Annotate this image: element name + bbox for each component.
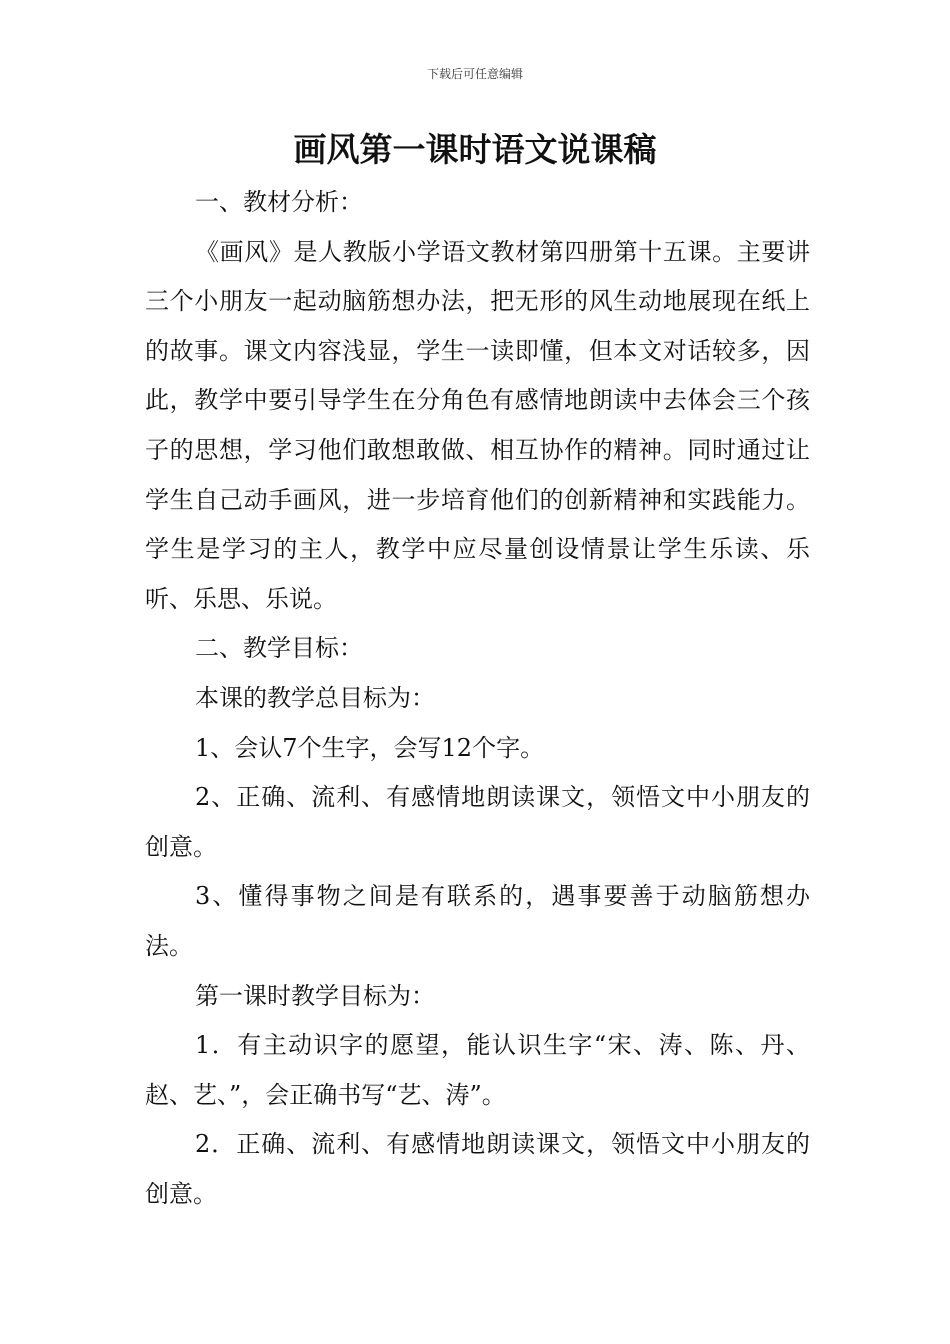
header-note: 下载后可任意编辑 (426, 67, 523, 81)
list-item-first-lesson-goal-1: 1．有主动识字的愿望，能认识生字“宋、涛、陈、丹、赵、艺、”，会正确书写“艺、涛”。 (145, 1031, 810, 1109)
paragraph-overall-goals-intro: 本课的教学总目标为： (195, 683, 435, 712)
list-item-first-lesson-goal-2: 2．正确、流利、有感情地朗读课文，领悟文中小朋友的创意。 (145, 1130, 810, 1208)
list-item-goal-3: 3、懂得事物之间是有联系的，遇事要善于动脑筋想办法。 (145, 882, 810, 960)
document-body (145, 178, 810, 1219)
paragraph-first-lesson-goals-intro: 第一课时教学目标为： (195, 981, 435, 1010)
section-heading-teaching-goals: 二、教学目标： (195, 634, 363, 663)
list-item-goal-2: 2、正确、流利、有感情地朗读课文，领悟文中小朋友的创意。 (145, 783, 810, 861)
paragraph-textbook-analysis: 《画风》是人教版小学语文教材第四册第十五课。主要讲三个小朋友一起动脑筋想办法，把无形的风生动地展现在纸上的故事。课文内容浅显，学生一读即懂，但本文对话较多，因此，教学中要引导学生在分角色有感情地朗读中去体会三个孩子的思想，学习他们敢想敢做、相互协作的精神。同时通过让学生自己动手画风，进一步培育他们的创新精神和实践能力。学生是学习的主人，教学中应尽量创设情景让学生乐读、乐听、乐思、乐说。 (145, 237, 810, 613)
document-title: 画风第一课时语文说课稿 (293, 130, 657, 169)
section-heading-textbook-analysis: 一、教材分析： (195, 188, 363, 216)
list-item-goal-1: 1、会认7个生字，会写12个字。 (195, 733, 545, 762)
